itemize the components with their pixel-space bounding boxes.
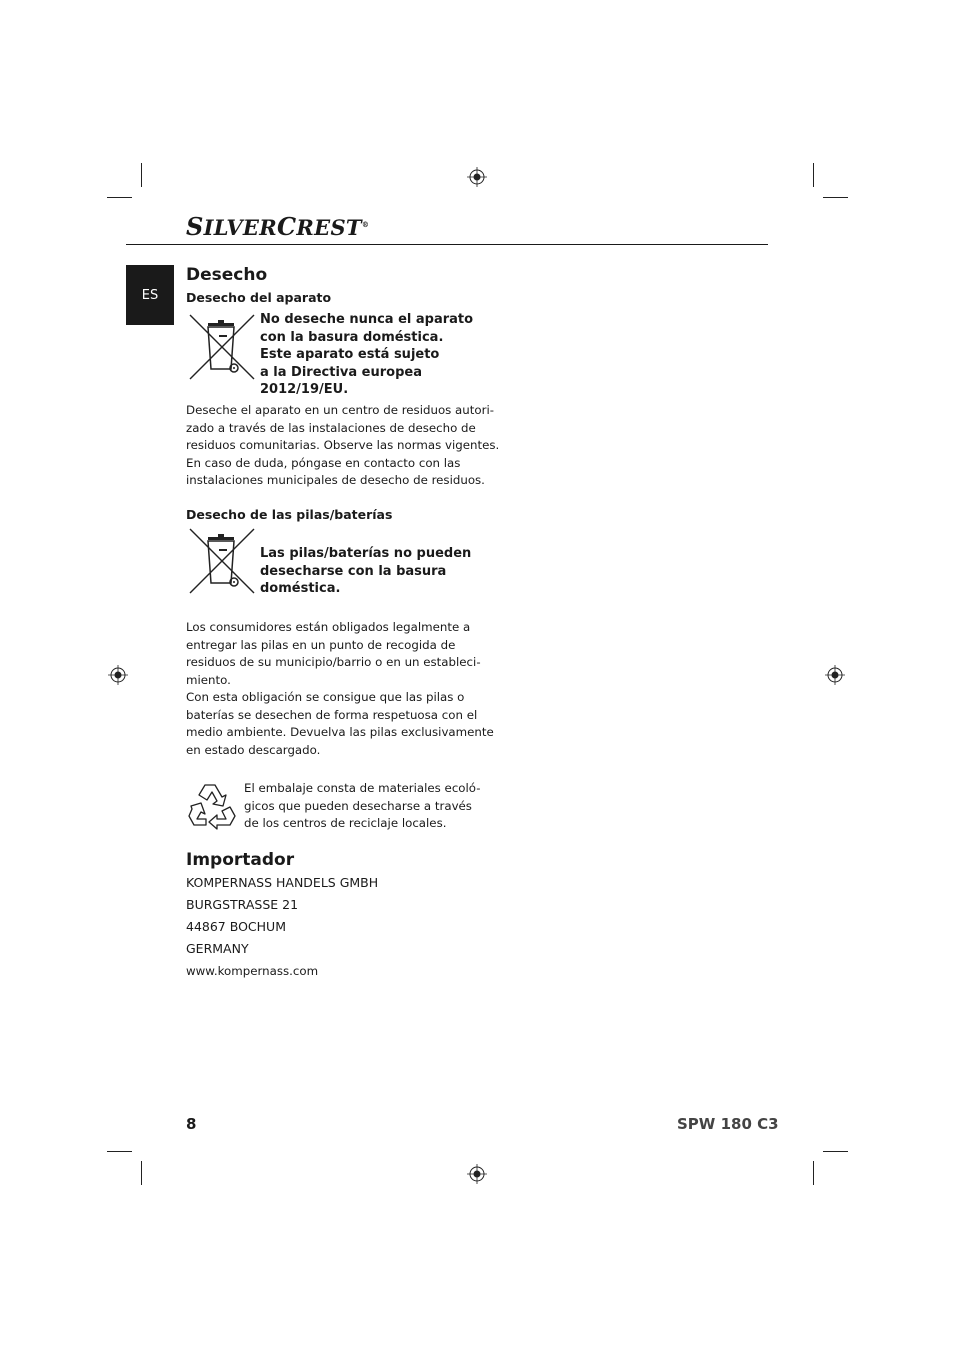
registration-mark-icon (467, 167, 487, 187)
brand-text: REST (296, 215, 362, 240)
appliance-disposal-text: Deseche el aparato en un centro de residuos autori- zado a través de las instalaciones de desecho de residuos comunitarias. Observe las normas vigentes. En caso de duda, póngase en contacto con las instalaciones municipales de desecho de residuos. (186, 403, 500, 487)
registered-mark: ® (361, 220, 370, 229)
crop-mark (813, 1161, 814, 1185)
language-tab: ES (126, 265, 174, 325)
brand-letter: C (277, 212, 297, 241)
subtitle-battery-disposal: Desecho de las pilas/baterías (186, 507, 393, 522)
crop-mark (823, 197, 848, 198)
importer-city: 44867 BOCHUM (186, 919, 286, 934)
brand-letter: S (186, 212, 204, 241)
subtitle-appliance-disposal: Desecho del aparato (186, 290, 332, 305)
brand-logo (186, 212, 369, 241)
crop-mark (813, 163, 814, 187)
importer-country: GERMANY (186, 941, 249, 956)
registration-mark-icon (825, 665, 845, 685)
registration-mark-icon (467, 1164, 487, 1184)
recycling-icon (186, 780, 240, 832)
crossed-out-wheelie-bin-icon (186, 313, 258, 381)
importer-company: KOMPERNASS HANDELS GMBH (186, 875, 379, 890)
crop-mark (107, 1151, 132, 1152)
battery-disposal-text: Los consumidores están obligados legalmente a entregar las pilas en un punto de recogida de residuos de su municipio/barrio o en un estableci- miento. Con esta obligación se consigue que las pilas o baterías se desechen de forma respetuosa con el medio ambiente. Devuelva las pilas exclusivamente en estado descargado. (186, 620, 494, 757)
importer-website-link[interactable]: www.kompernass.com (186, 964, 319, 978)
model-number: SPW 180 C3 (677, 1115, 779, 1133)
appliance-warning: No deseche nunca el aparato con la basura doméstica. Este aparato está sujeto a la Directiva europea 2012/19/EU. (260, 312, 474, 397)
section-title-importer: Importador (186, 850, 295, 870)
battery-warning: Las pilas/baterías no pueden desecharse con la basura doméstica. (260, 546, 472, 596)
section-title-disposal: Desecho (186, 265, 268, 285)
packaging-disposal-text: El embalaje consta de materiales ecoló- gicos que pueden desecharse a través de los centros de reciclaje locales. (244, 781, 481, 830)
crop-mark (141, 1161, 142, 1185)
importer-address (186, 872, 378, 982)
registration-mark-icon (108, 665, 128, 685)
crossed-out-wheelie-bin-icon (186, 527, 258, 595)
importer-street: BURGSTRASSE 21 (186, 897, 299, 912)
crop-mark (823, 1151, 848, 1152)
page-number: 8 (186, 1115, 197, 1133)
crop-mark (107, 197, 132, 198)
header-rule (126, 244, 768, 245)
crop-mark (141, 163, 142, 187)
brand-text: ILVER (203, 215, 277, 240)
